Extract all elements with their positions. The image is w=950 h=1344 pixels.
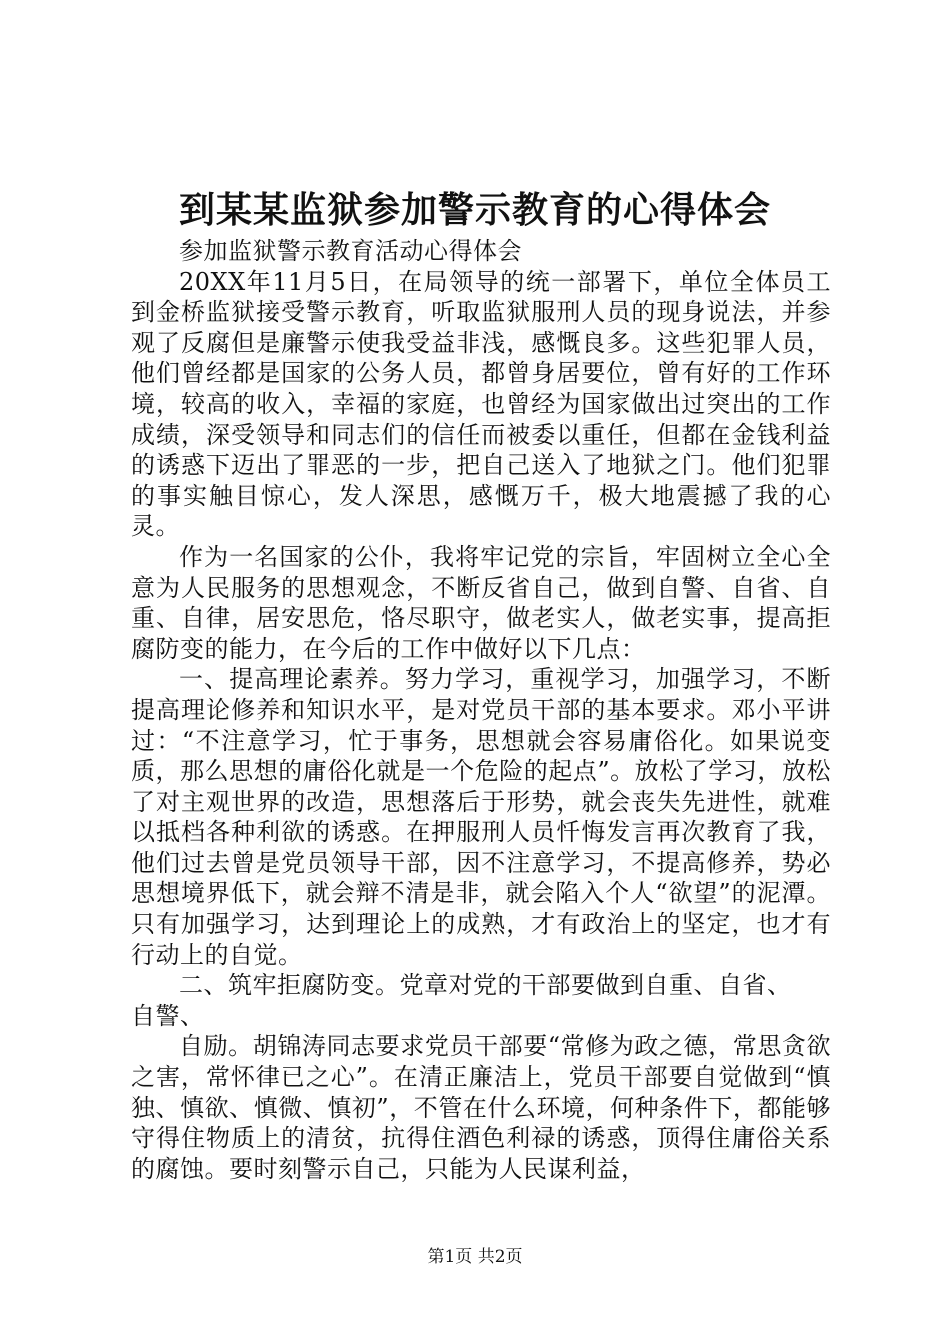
body-paragraph: 20XX年11月5日，在局领导的统一部署下，单位全体员工到金桥监狱接受警示教育，听取监狱服刑人员的现身说法，并参观了反腐但是廉警示使我受益非浅，感慨良多。这些犯罪人员，他们曾经都是国家的公务人员，都曾身居要位，曾有好的工作环境，较高的收入，幸福的家庭，也曾经为国家做出过突出的工作成绩，深受领导和同志们的信任而被委以重任，但都在金钱利益的诱惑下迈出了罪恶的一步，把自己送入了地狱之门。他们犯罪的事实触目惊心，发人深思，感慨万千，极大地震撼了我的心灵。 [131, 267, 831, 541]
body-paragraph: 自励。胡锦涛同志要求党员干部要“常修为政之德，常思贪欲之害，常怀律已之心”。在清正廉洁上，党员干部要自觉做到“慎独、慎欲、慎微、慎初”，不管在什么环境，何种条件下，都能够守得住物质上的清贫，抗得住酒色利禄的诱惑，顶得住庸俗关系的腐蚀。要时刻警示自己，只能为人民谋利益， [131, 1032, 831, 1183]
subtitle-paragraph: 参加监狱警示教育活动心得体会 [179, 237, 522, 265]
body-paragraph: 一、提高理论素养。努力学习，重视学习，加强学习，不断提高理论修养和知识水平，是对党员干部的基本要求。邓小平讲过：“不注意学习，忙于事务，思想就会容易庸俗化。如果说变质，那么思想的庸俗化就是一个危险的起点”。放松了学习，放松了对主观世界的改造，思想落后于形势，就会丧失先进性，就难以抵档各种利欲的诱惑。在押服刑人员忏悔发言再次教育了我，他们过去曾是党员领导干部，因不注意学习，不提高修养，势必思想境界低下，就会辩不清是非，就会陷入个人“欲望”的泥潭。只有加强学习，达到理论上的成熟，才有政治上的坚定，也才有行动上的自觉。 [131, 665, 831, 969]
body-paragraph: 自警、 [131, 1001, 205, 1030]
body-paragraph: 二、筑牢拒腐防变。党章对党的干部要做到自重、自省、 [179, 971, 792, 1000]
page-number-footer: 第1页 共2页 [427, 1247, 523, 1267]
document-title: 到某某监狱参加警示教育的心得体会 [178, 189, 771, 231]
body-paragraph: 作为一名国家的公仆，我将牢记党的宗旨，牢固树立全心全意为人民服务的思想观念，不断反省自己，做到自警、自省、自重、自律，居安思危，恪尽职守，做老实人，做老实事，提高拒腐防变的能力，在今后的工作中做好以下几点： [131, 542, 831, 663]
document-body [131, 236, 831, 1184]
